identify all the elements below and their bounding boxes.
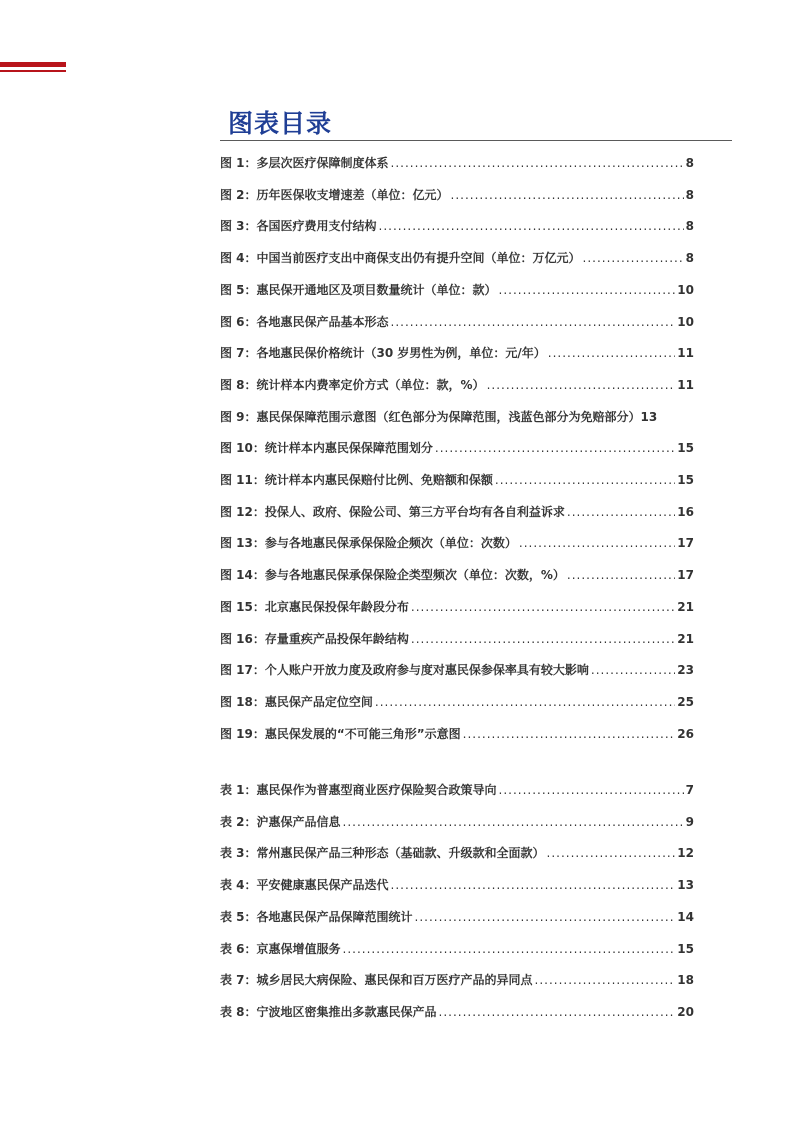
toc-page-number: 17 (677, 568, 694, 582)
toc-page-number: 11 (677, 378, 694, 392)
figure-toc-entry[interactable] (220, 598, 694, 618)
toc-entry-label: 图 8：统计样本内费率定价方式（单位：款，%） (220, 378, 485, 392)
toc-leader-dots (391, 156, 684, 170)
toc-leader-dots (411, 600, 675, 614)
figure-toc-entry[interactable] (220, 186, 694, 206)
toc-page-number: 25 (677, 695, 694, 709)
toc-leader-dots (463, 727, 676, 741)
toc-entry-label: 图 9：惠民保保障范围示意图（红色部分为保障范围，浅蓝色部分为免赔部分） (220, 410, 641, 424)
figure-toc-entry[interactable] (220, 281, 694, 301)
figure-toc-entry[interactable] (220, 154, 694, 174)
toc-entry-label: 图 5：惠民保开通地区及项目数量统计（单位：款） (220, 283, 497, 297)
toc-entry-label: 图 13：参与各地惠民保承保保险企频次（单位：次数） (220, 536, 517, 550)
toc-entry-label: 图 6：各地惠民保产品基本形态 (220, 315, 389, 329)
toc-leader-dots (567, 505, 675, 519)
figure-toc-entry[interactable] (220, 503, 694, 523)
figure-toc-entry[interactable] (220, 344, 694, 364)
figure-toc-entry[interactable] (220, 566, 694, 586)
toc-entry-label: 表 8：宁波地区密集推出多款惠民保产品 (220, 1005, 437, 1019)
toc-page-number: 8 (685, 188, 694, 202)
toc-leader-dots (583, 251, 684, 265)
toc-page-number: 8 (685, 251, 694, 265)
table-toc-entry[interactable] (220, 908, 694, 928)
figure-toc-entry[interactable] (220, 471, 694, 491)
toc-page-number: 14 (677, 910, 694, 924)
figure-toc-entry[interactable] (220, 693, 694, 713)
figure-toc-entry[interactable] (220, 534, 694, 554)
toc-page-number: 23 (677, 663, 694, 677)
header-accent-bar (0, 62, 66, 67)
toc-entry-label: 图 10：统计样本内惠民保保障范围划分 (220, 441, 433, 455)
toc-page-number: 15 (677, 473, 694, 487)
toc-leader-dots (487, 378, 676, 392)
toc-page-number: 15 (677, 441, 694, 455)
toc-leader-dots (519, 536, 675, 550)
table-toc-entry[interactable] (220, 876, 694, 896)
toc-page-number: 13 (640, 410, 658, 424)
title-divider (220, 140, 732, 141)
toc-leader-dots (548, 346, 676, 360)
toc-page-number: 26 (677, 727, 694, 741)
toc-entry-label: 图 17：个人账户开放力度及政府参与度对惠民保参保率具有较大影响 (220, 663, 589, 677)
toc-entry-label: 图 12：投保人、政府、保险公司、第三方平台均有各自利益诉求 (220, 505, 565, 519)
page-title: 图表目录 (228, 109, 333, 138)
toc-entry-label: 表 7：城乡居民大病保险、惠民保和百万医疗产品的异同点 (220, 973, 533, 987)
table-toc-entry[interactable] (220, 844, 694, 864)
toc-entry-label: 图 3：各国医疗费用支付结构 (220, 219, 377, 233)
toc-leader-dots (391, 315, 676, 329)
figure-toc-entry[interactable] (220, 630, 694, 650)
toc-page-number: 7 (685, 783, 694, 797)
toc-page-number: 8 (685, 219, 694, 233)
toc-entry-label: 图 19：惠民保发展的“不可能三角形”示意图 (220, 727, 461, 741)
toc-page-number: 21 (677, 600, 694, 614)
toc-leader-dots (495, 473, 675, 487)
figure-toc-entry[interactable] (220, 408, 694, 428)
toc-leader-dots (439, 1005, 676, 1019)
toc-leader-dots (379, 219, 684, 233)
toc-leader-dots (415, 910, 676, 924)
toc-page-number: 18 (677, 973, 694, 987)
toc-leader-dots (499, 783, 684, 797)
toc-page-number: 17 (677, 536, 694, 550)
toc-entry-label: 表 4：平安健康惠民保产品迭代 (220, 878, 389, 892)
toc-entry-label: 表 2：沪惠保产品信息 (220, 815, 341, 829)
toc-leader-dots (435, 441, 675, 455)
toc-entry-label: 图 1：多层次医疗保障制度体系 (220, 156, 389, 170)
toc-leader-dots (411, 632, 675, 646)
toc-leader-dots (567, 568, 675, 582)
toc-page-number: 10 (677, 315, 694, 329)
toc-entry-label: 图 7：各地惠民保价格统计（30 岁男性为例，单位：元/年） (220, 346, 546, 360)
table-toc-entry[interactable] (220, 971, 694, 991)
toc-page-number: 21 (677, 632, 694, 646)
toc-entry-label: 图 11：统计样本内惠民保赔付比例、免赔额和保额 (220, 473, 493, 487)
toc-leader-dots (499, 283, 676, 297)
toc-leader-dots (343, 942, 676, 956)
table-toc-entry[interactable] (220, 940, 694, 960)
toc-leader-dots (535, 973, 676, 987)
figure-toc-entry[interactable] (220, 661, 694, 681)
toc-page-number: 12 (677, 846, 694, 860)
toc-entry-label: 图 15：北京惠民保投保年龄段分布 (220, 600, 409, 614)
toc-leader-dots (547, 846, 676, 860)
toc-page-number: 10 (677, 283, 694, 297)
figure-toc-entry[interactable] (220, 725, 694, 745)
toc-entry-label: 表 3：常州惠民保产品三种形态（基础款、升级款和全面款） (220, 846, 545, 860)
header-accent-line (0, 70, 66, 72)
toc-entry-label: 图 18：惠民保产品定位空间 (220, 695, 373, 709)
toc-entry-label: 图 4：中国当前医疗支出中商保支出仍有提升空间（单位：万亿元） (220, 251, 581, 265)
toc-page-number: 15 (677, 942, 694, 956)
table-toc-entry[interactable] (220, 1003, 694, 1023)
toc-page-number: 20 (677, 1005, 694, 1019)
toc-page-number: 8 (685, 156, 694, 170)
toc-leader-dots (391, 878, 676, 892)
toc-page-number: 16 (677, 505, 694, 519)
figure-toc-entry[interactable] (220, 313, 694, 333)
toc-page-number: 9 (685, 815, 694, 829)
table-toc-entry[interactable] (220, 813, 694, 833)
figure-toc-entry[interactable] (220, 439, 694, 459)
toc-entry-label: 图 2：历年医保收支增速差（单位：亿元） (220, 188, 449, 202)
toc-leader-dots (343, 815, 684, 829)
toc-entry-label: 表 1：惠民保作为普惠型商业医疗保险契合政策导向 (220, 783, 497, 797)
toc-entry-label: 表 6：京惠保增值服务 (220, 942, 341, 956)
toc-leader-dots (451, 188, 684, 202)
figure-toc-entry[interactable] (220, 249, 694, 269)
toc-page-number: 11 (677, 346, 694, 360)
toc-entry-label: 图 14：参与各地惠民保承保保险企类型频次（单位：次数，%） (220, 568, 565, 582)
toc-entry-label: 图 16：存量重疾产品投保年龄结构 (220, 632, 409, 646)
toc-page-number: 13 (677, 878, 694, 892)
toc-leader-dots (375, 695, 675, 709)
toc-leader-dots (591, 663, 675, 677)
figure-toc-entry[interactable] (220, 217, 694, 237)
toc-entry-label: 表 5：各地惠民保产品保障范围统计 (220, 910, 413, 924)
figure-toc-entry[interactable] (220, 376, 694, 396)
table-toc-entry[interactable] (220, 781, 694, 801)
